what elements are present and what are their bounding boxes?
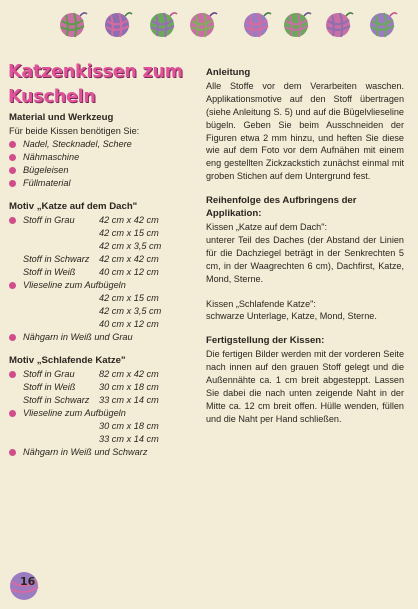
spacer — [206, 323, 404, 335]
title-line-2: Kuscheln — [8, 87, 96, 107]
yarn-ball-icon — [101, 8, 133, 40]
motiv1-weiss-dim: 40 cm x 12 cm — [99, 266, 159, 277]
fertig-text: Die fertigen Bilder werden mit der vorderen Seite nach innen auf den grauen Stoff gelegt und die Außennähte ca. 1 cm breit abgesteppt. Lassen Sie dabei die nach unten zeigende Naht in der Mitte ca. 12 cm breit offen. Hülle wenden, füllen und die Naht per Hand schließen. — [206, 349, 404, 424]
bullet-dot — [9, 410, 16, 417]
motiv1-garn-label: Nähgarn in Weiß und Grau — [23, 331, 133, 342]
motiv2-heading: Motiv „Schlafende Katze" — [9, 355, 126, 367]
bullet-dot — [9, 449, 16, 456]
yarn-ball-icon — [280, 8, 312, 40]
motiv1-grau-dim: 42 cm x 15 cm — [99, 228, 159, 239]
motiv1-vlies-dim: 42 cm x 15 cm — [99, 292, 159, 303]
motiv2-garn-label: Nähgarn in Weiß und Schwarz — [23, 446, 148, 457]
kissen1-title: Kissen „Katze auf dem Dach": — [206, 221, 327, 232]
motiv2-grau-dim: 82 cm x 42 cm — [99, 369, 159, 380]
spacer — [206, 286, 404, 298]
material-heading: Material und Werkzeug — [9, 112, 114, 123]
material-item-label: Füllmaterial — [23, 177, 71, 188]
material-item-label: Nadel, Stecknadel, Schere — [23, 138, 132, 149]
material-item — [9, 177, 205, 190]
motiv2-weiss-label: Stoff in Weiß — [23, 382, 76, 393]
bullet-dot — [9, 217, 16, 224]
bullet-dot — [9, 180, 16, 187]
motiv1-vlies-row — [9, 279, 205, 292]
bullet-dot — [9, 282, 16, 289]
kissen1-text: unterer Teil des Daches (der Abstand der Linien für die Dachziegel beträgt in der Senkrechten 5 cm, in der Waagrechten 6 cm), Dachfirst, Katze, Mond, Sterne. — [206, 234, 404, 284]
motiv2-vlies-label: Vlieseline zum Aufbügeln — [23, 408, 126, 419]
yarn-ball-icon — [146, 8, 178, 40]
motiv2-weiss-row — [9, 381, 205, 394]
yarn-ball-icon — [366, 8, 398, 40]
material-intro: Für beide Kissen benötigen Sie: — [9, 125, 140, 136]
motiv2-schwarz-label: Stoff in Schwarz — [23, 395, 90, 406]
bullet-dot — [9, 167, 16, 174]
material-item — [9, 151, 205, 164]
motiv1-schwarz-row — [9, 253, 205, 266]
material-item — [9, 138, 205, 151]
motiv1-garn-row — [9, 331, 205, 344]
motiv2-grau-row — [9, 368, 205, 381]
anleitung-text: Alle Stoffe vor dem Verarbeiten waschen. Applikationsmotive auf den Stoff übertragen (siehe Anleitung S. 5) und auf die Bügelvlieseline bügeln. Geben Sie beim Ausschneiden der Figuren etwa 2 mm hinzu, und heften Sie diese wie auf dem Foto vor dem Aufnähen mit einem eng gestellten Zickzackstich zunächst einmal mit groben Stichen auf dem Untergrund fest. — [206, 80, 404, 182]
motiv1-grau-label: Stoff in Grau — [23, 215, 75, 226]
left-column — [9, 112, 205, 459]
bullet-dot — [9, 154, 16, 161]
motiv2-vlies-row — [9, 407, 205, 420]
page-title — [8, 60, 188, 110]
spacer — [9, 343, 205, 355]
yarn-ball-icon — [56, 8, 88, 40]
motiv2-garn-row — [9, 446, 205, 459]
bullet-dot — [9, 334, 16, 341]
spacer — [206, 183, 404, 195]
reihenfolge-heading: Reihenfolge des Aufbringens der Applikation: — [206, 195, 357, 220]
motiv1-grau-dim: 42 cm x 3,5 cm — [99, 241, 162, 252]
motiv1-vlies-label: Vlieseline zum Aufbügeln — [23, 279, 126, 290]
material-item — [9, 164, 205, 177]
motiv1-schwarz-dim: 42 cm x 42 cm — [99, 254, 159, 265]
motiv2-weiss-dim: 30 cm x 18 cm — [99, 382, 159, 393]
motiv2-vlies-dim: 33 cm x 14 cm — [99, 433, 159, 444]
fertig-heading: Fertigstellung der Kissen: — [206, 335, 325, 347]
page-number-badge — [6, 566, 46, 604]
motiv1-vlies-dim: 40 cm x 12 cm — [99, 318, 159, 329]
motiv1-schwarz-label: Stoff in Schwarz — [23, 254, 90, 265]
spacer — [9, 189, 205, 201]
header-decoration — [0, 0, 418, 58]
kissen2-title: Kissen „Schlafende Katze": — [206, 298, 316, 309]
bullet-dot — [9, 141, 16, 148]
yarn-ball-icon — [322, 8, 354, 40]
motiv1-weiss-label: Stoff in Weiß — [23, 266, 76, 277]
right-column — [206, 67, 404, 426]
motiv2-grau-label: Stoff in Grau — [23, 369, 75, 380]
page-number: 16 — [20, 575, 36, 588]
motiv1-grau-dim: 42 cm x 42 cm — [99, 215, 159, 226]
motiv2-vlies-dim: 30 cm x 18 cm — [99, 420, 159, 431]
yarn-ball-icon — [240, 8, 272, 40]
title-line-1: Katzenkissen zum — [8, 62, 183, 82]
motiv1-grau-row — [9, 214, 205, 227]
kissen2-text: schwarze Unterlage, Katze, Mond, Sterne. — [206, 311, 377, 322]
motiv1-heading: Motiv „Katze auf dem Dach" — [9, 201, 138, 213]
motiv1-weiss-row — [9, 266, 205, 279]
material-item-label: Nähmaschine — [23, 151, 80, 162]
material-item-label: Bügeleisen — [23, 164, 69, 175]
yarn-ball-icon — [186, 8, 218, 40]
motiv2-schwarz-row — [9, 394, 205, 407]
anleitung-heading: Anleitung — [206, 67, 251, 78]
motiv2-schwarz-dim: 33 cm x 14 cm — [99, 395, 159, 406]
bullet-dot — [9, 371, 16, 378]
motiv1-vlies-dim: 42 cm x 3,5 cm — [99, 305, 162, 316]
